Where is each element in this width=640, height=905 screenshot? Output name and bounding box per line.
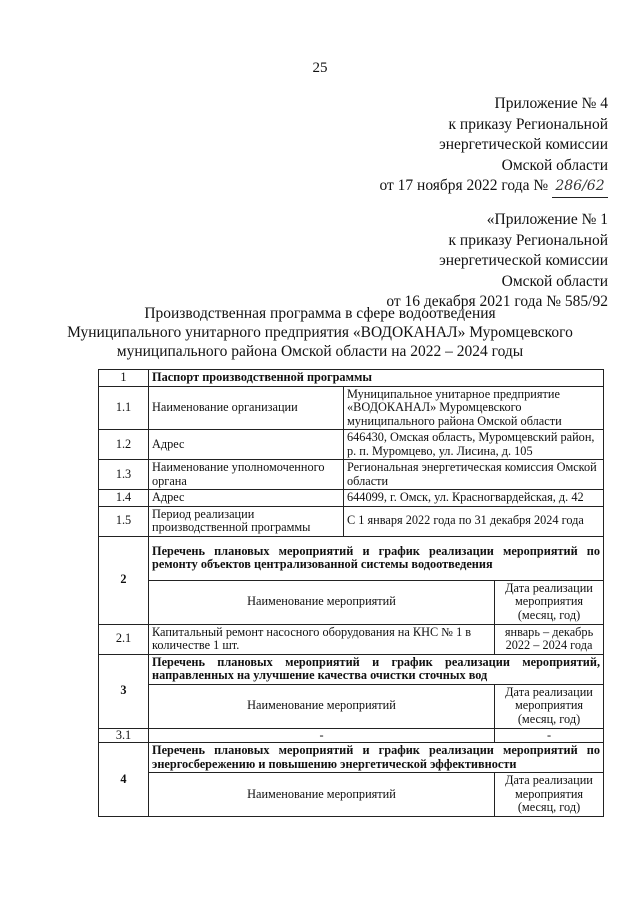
appendix-1-line-2: к приказу Региональной bbox=[448, 231, 608, 249]
column-header-activity-name: Наименование мероприятий bbox=[149, 684, 495, 728]
section-2-number: 2 bbox=[99, 536, 149, 624]
activity-name: - bbox=[149, 728, 495, 743]
activity-date: - bbox=[495, 728, 604, 743]
passport-value: 646430, Омская область, Муромцевский район, р. п. Муромцево, ул. Лисина, д. 105 bbox=[344, 430, 604, 460]
section-3-column-header-row bbox=[99, 684, 604, 728]
production-program-table bbox=[98, 369, 604, 817]
passport-value: С 1 января 2022 года по 31 декабря 2024 года bbox=[344, 506, 604, 536]
handwritten-order-number: 286/62 bbox=[552, 176, 608, 198]
appendix-4-line-5 bbox=[379, 176, 608, 198]
passport-value: Муниципальное унитарное предприятие «ВОДОКАНАЛ» Муромцевского муниципального района Омской области bbox=[344, 386, 604, 430]
appendix-4-date: от 17 ноября 2022 года № bbox=[379, 177, 549, 194]
activity-name: Капитальный ремонт насосного оборудования на КНС № 1 в количестве 1 шт. bbox=[149, 624, 495, 654]
section-2-header-row bbox=[99, 536, 604, 580]
document-title bbox=[0, 304, 640, 361]
activity-row bbox=[99, 728, 604, 743]
passport-value: Региональная энергетическая комиссия Омской области bbox=[344, 460, 604, 490]
title-line-2: Муниципального унитарного предприятия «ВОДОКАНАЛ» Муромцевского bbox=[67, 324, 573, 341]
appendix-1-block bbox=[386, 210, 608, 313]
passport-label: Адрес bbox=[149, 490, 344, 507]
appendix-1-line-5: от 16 декабря 2021 года № 585/92 bbox=[386, 293, 608, 310]
appendix-4-line-2: к приказу Региональной bbox=[448, 115, 608, 133]
passport-row bbox=[99, 506, 604, 536]
column-header-implementation-date: Дата реализации мероприятия (месяц, год) bbox=[495, 773, 604, 817]
passport-label: Наименование организации bbox=[149, 386, 344, 430]
activity-date: январь – декабрь 2022 – 2024 года bbox=[495, 624, 604, 654]
appendix-1-line-3: энергетической комиссии bbox=[439, 252, 608, 269]
section-1-number: 1 bbox=[99, 370, 149, 387]
section-2-title: Перечень плановых мероприятий и график реализации мероприятий по ремонту объектов централизованной системы водоотведения bbox=[149, 536, 604, 580]
passport-label: Адрес bbox=[149, 430, 344, 460]
passport-row bbox=[99, 430, 604, 460]
section-1-header-row bbox=[99, 370, 604, 387]
passport-label: Наименование уполномоченного органа bbox=[149, 460, 344, 490]
row-number: 1.2 bbox=[99, 430, 149, 460]
column-header-activity-name: Наименование мероприятий bbox=[149, 580, 495, 624]
row-number: 2.1 bbox=[99, 624, 149, 654]
section-4-column-header-row bbox=[99, 773, 604, 817]
page-number: 25 bbox=[312, 60, 328, 76]
appendix-1-line-4: Омской области bbox=[501, 272, 608, 290]
passport-label: Период реализации производственной программы bbox=[149, 506, 344, 536]
row-number: 1.3 bbox=[99, 460, 149, 490]
appendix-4-line-4: Омской области bbox=[501, 156, 608, 174]
row-number: 1.1 bbox=[99, 386, 149, 430]
section-2-column-header-row bbox=[99, 580, 604, 624]
activity-row bbox=[99, 624, 604, 654]
row-number: 1.4 bbox=[99, 490, 149, 507]
passport-row bbox=[99, 386, 604, 430]
section-3-number: 3 bbox=[99, 654, 149, 728]
section-1-title: Паспорт производственной программы bbox=[149, 370, 604, 387]
passport-row bbox=[99, 490, 604, 507]
appendix-1-line-1: «Приложение № 1 bbox=[486, 211, 608, 228]
column-header-activity-name: Наименование мероприятий bbox=[149, 773, 495, 817]
section-3-header-row bbox=[99, 654, 604, 684]
row-number: 1.5 bbox=[99, 506, 149, 536]
passport-value: 644099, г. Омск, ул. Красногвардейская, д. 42 bbox=[344, 490, 604, 507]
section-3-title: Перечень плановых мероприятий и график реализации мероприятий, направленных на улучшение качества очистки сточных вод bbox=[149, 654, 604, 684]
section-4-title: Перечень плановых мероприятий и график реализации мероприятий по энергосбережению и повышению энергетической эффективности bbox=[149, 743, 604, 773]
appendix-4-line-1: Приложение № 4 bbox=[494, 95, 608, 112]
column-header-implementation-date: Дата реализации мероприятия (месяц, год) bbox=[495, 580, 604, 624]
passport-row bbox=[99, 460, 604, 490]
appendix-4-block bbox=[379, 94, 608, 198]
section-4-number: 4 bbox=[99, 743, 149, 817]
row-number: 3.1 bbox=[99, 728, 149, 743]
title-line-3: муниципального района Омской области на 2022 – 2024 годы bbox=[116, 343, 524, 360]
column-header-implementation-date: Дата реализации мероприятия (месяц, год) bbox=[495, 684, 604, 728]
title-line-1: Производственная программа в сфере водоотведения bbox=[144, 305, 496, 322]
section-4-header-row bbox=[99, 743, 604, 773]
appendix-4-line-3: энергетической комиссии bbox=[439, 136, 608, 153]
